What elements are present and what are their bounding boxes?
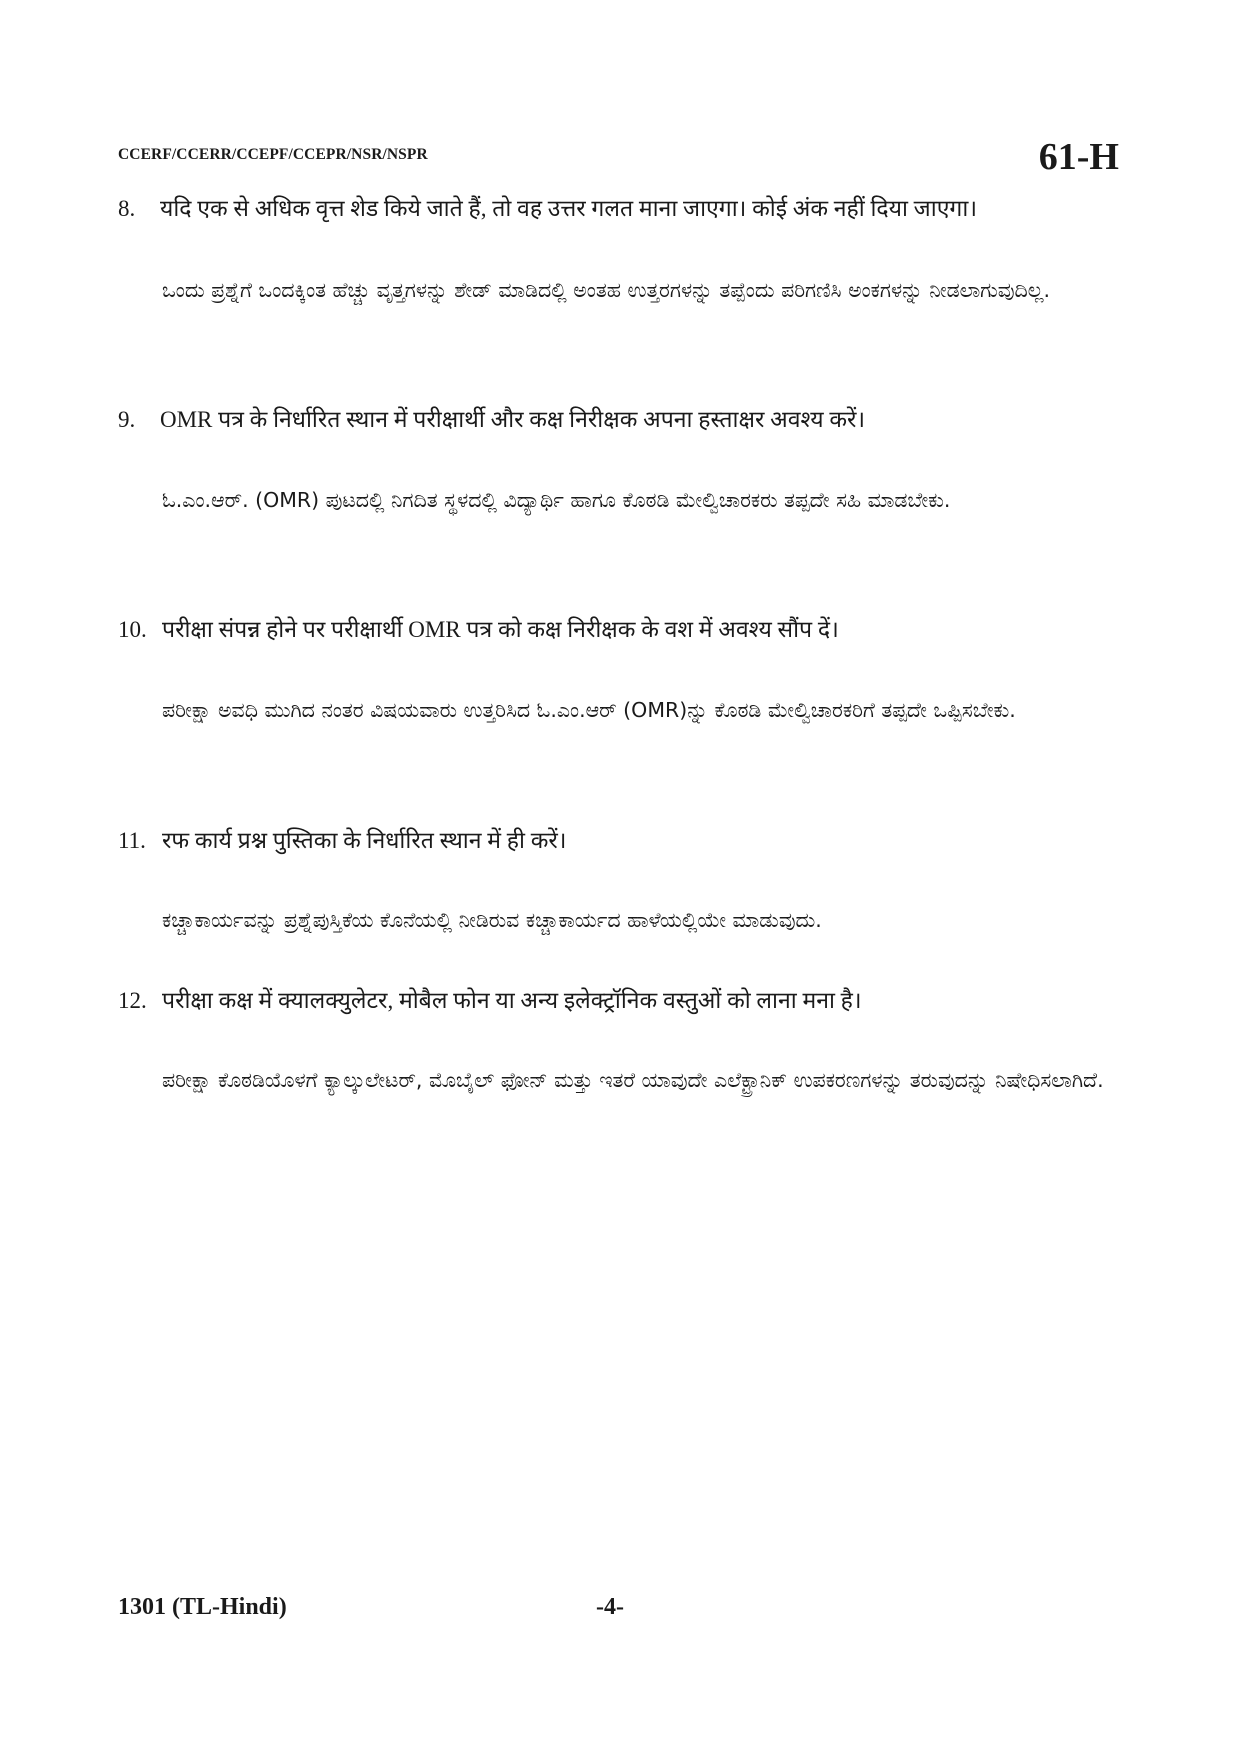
booklet-id: 61-H: [1038, 136, 1119, 178]
instruction-number: 9.: [118, 407, 136, 432]
instruction-hindi-text: OMR पत्र के निर्धारित स्थान में परीक्षार्थी और कक्ष निरीक्षक अपना हस्ताक्षर अवश्य करें।: [160, 407, 866, 432]
instruction-hindi-text: यदि एक से अधिक वृत्त शेड किये जाते हैं, तो वह उत्तर गलत माना जाएगा। कोई अंक नहीं दिया जाएगा।: [160, 196, 978, 221]
footer-paper-code: 1301 (TL-Hindi): [118, 1594, 287, 1620]
instruction-8-hindi: [118, 193, 977, 225]
instruction-number: 8.: [118, 196, 136, 221]
instruction-12-kannada: ಪರೀಕ್ಷಾ ಕೊಠಡಿಯೊಳಗೆ ಕ್ಯಾಲ್ಕುಲೇಟರ್, ಮೊಬೈಲ್ ಫೋನ್ ಮತ್ತು ಇತರೆ ಯಾವುದೇ ಎಲೆಕ್ಟ್ರಾನಿಕ್ ಉಪಕರಣಗಳನ್ನು ತರುವುದನ್ನು ನಿಷೇಧಿಸಲಾಗಿದೆ.: [162, 1068, 1104, 1092]
instruction-hindi-text: परीक्षा संपन्न होने पर परीक्षार्थी OMR पत्र को कक्ष निरीक्षक के वश में अवश्य सौंप दें।: [162, 617, 839, 642]
instruction-12-hindi: [118, 985, 862, 1017]
instruction-11-hindi: [118, 825, 566, 857]
instruction-hindi-text: परीक्षा कक्ष में क्यालक्युलेटर, मोबैल फोन या अन्य इलेक्ट्रॉनिक वस्तुओं को लाना मना है।: [162, 988, 862, 1013]
exam-code-header: CCERF/CCERR/CCEPF/CCEPR/NSR/NSPR: [118, 146, 428, 163]
instruction-number: 12.: [118, 988, 147, 1013]
instruction-number: 11.: [118, 828, 146, 853]
instruction-11-kannada: ಕಚ್ಚಾಕಾರ್ಯವನ್ನು ಪ್ರಶ್ನೆಪುಸ್ತಿಕೆಯ ಕೊನೆಯಲ್ಲಿ ನೀಡಿರುವ ಕಚ್ಚಾಕಾರ್ಯದ ಹಾಳೆಯಲ್ಲಿಯೇ ಮಾಡುವುದು.: [162, 908, 822, 932]
instruction-8-kannada: ಒಂದು ಪ್ರಶ್ನೆಗೆ ಒಂದಕ್ಕಿಂತ ಹೆಚ್ಚು ವೃತ್ತಗಳನ್ನು ಶೇಡ್ ಮಾಡಿದಲ್ಲಿ ಅಂತಹ ಉತ್ತರಗಳನ್ನು ತಪ್ಪೆಂದು ಪರಿಗಣಿಸಿ ಅಂಕಗಳನ್ನು ನೀಡಲಾಗುವುದಿಲ್ಲ.: [162, 278, 1050, 302]
instruction-hindi-text: रफ कार्य प्रश्न पुस्तिका के निर्धारित स्थान में ही करें।: [162, 828, 567, 853]
page-number: -4-: [596, 1594, 624, 1620]
instruction-9-kannada: ಓ.ಎಂ.ಆರ್. (OMR) ಪುಟದಲ್ಲಿ ನಿಗದಿತ ಸ್ಥಳದಲ್ಲಿ ವಿದ್ಯಾರ್ಥಿ ಹಾಗೂ ಕೊಠಡಿ ಮೇಲ್ವಿಚಾರಕರು ತಪ್ಪದೇ ಸಹಿ ಮಾಡಬೇಕು.: [162, 488, 951, 512]
instruction-9-hindi: [118, 404, 865, 436]
instruction-number: 10.: [118, 617, 147, 642]
instruction-10-kannada: ಪರೀಕ್ಷಾ ಅವಧಿ ಮುಗಿದ ನಂತರ ವಿಷಯವಾರು ಉತ್ತರಿಸಿದ ಓ.ಎಂ.ಆರ್ (OMR)ನ್ನು ಕೊಠಡಿ ಮೇಲ್ವಿಚಾರಕರಿಗೆ ತಪ್ಪದೇ ಒಪ್ಪಿಸಬೇಕು.: [162, 698, 1016, 722]
instruction-10-hindi: [118, 614, 839, 646]
